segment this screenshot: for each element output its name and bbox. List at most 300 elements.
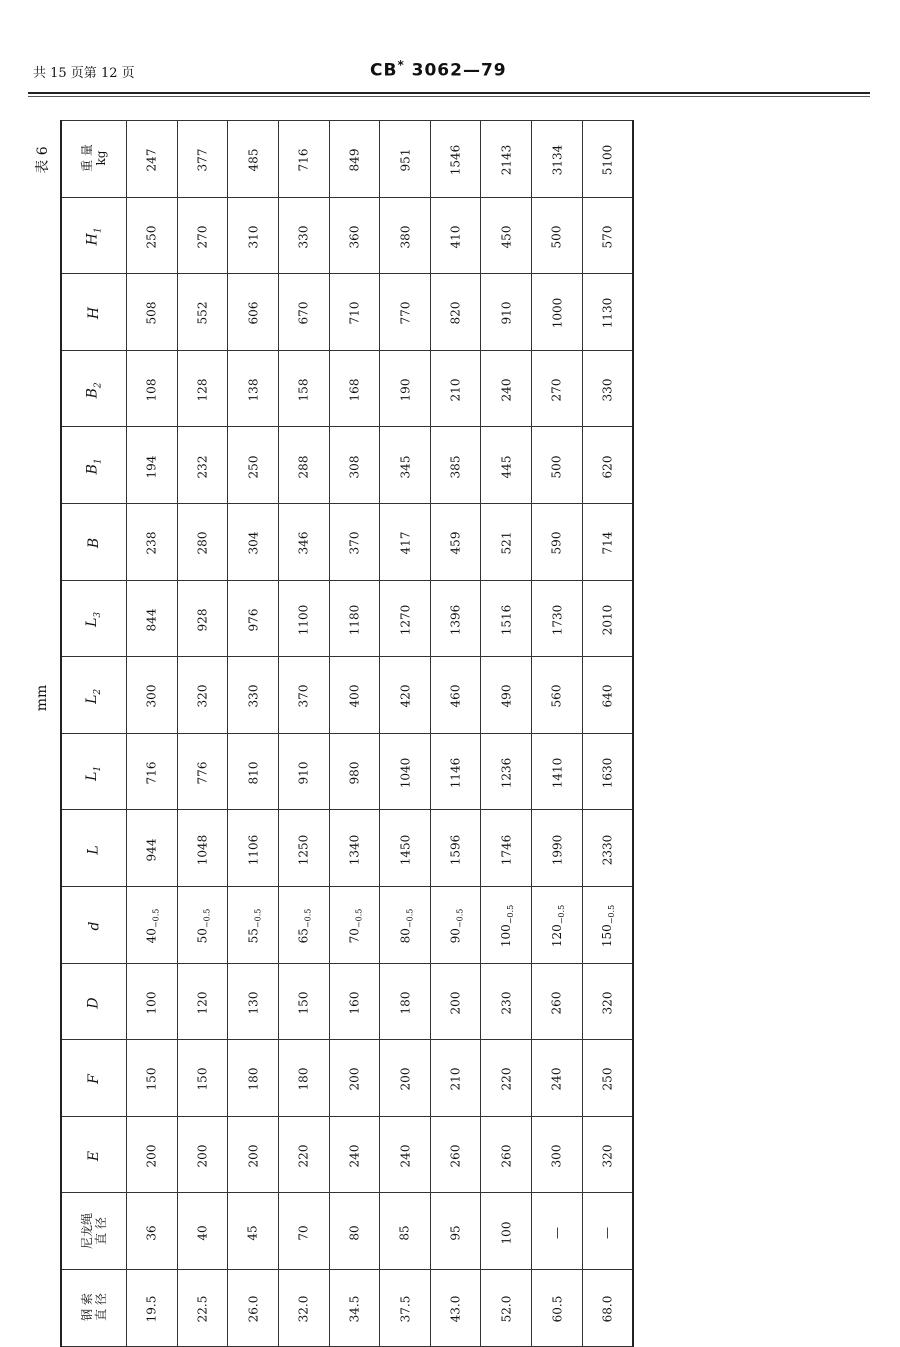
cell-value [550, 758, 564, 789]
cell-value [550, 145, 564, 176]
table-cell [177, 503, 228, 580]
table-cell [582, 503, 633, 580]
column-header-line2: 直 径 [93, 1293, 108, 1322]
cell-text: 34.5 [347, 1295, 362, 1323]
cell-text: 300 [144, 685, 159, 708]
table-cell [380, 350, 431, 427]
table-cell [127, 503, 178, 580]
table-cell [177, 963, 228, 1040]
cell-value [499, 1296, 513, 1323]
cell-text: 330 [246, 685, 261, 708]
table-cell [278, 197, 329, 274]
tolerance: −0.5 [202, 908, 212, 929]
cell-text: 168 [347, 378, 362, 402]
cell-text: 250 [144, 225, 159, 249]
table-cell [430, 121, 481, 198]
table-cell [127, 274, 178, 351]
cell-value [600, 1296, 614, 1323]
cell-text: 980 [347, 761, 362, 785]
cell-value [449, 1225, 463, 1240]
cell-text: 150 [144, 1067, 159, 1091]
cell-text: 2143 [499, 145, 514, 176]
cell-value [499, 905, 516, 948]
cell-value [145, 379, 159, 402]
cell-value [499, 1221, 513, 1244]
table-cell [380, 886, 431, 963]
table-cell [177, 1269, 228, 1346]
cell-text: 288 [296, 455, 311, 479]
table-cell [430, 197, 481, 274]
cell-text: 820 [448, 302, 463, 325]
cell-text: 944 [144, 838, 159, 862]
column-header-symbol: d [86, 921, 102, 931]
table-cell [127, 1040, 178, 1117]
cell-text: 190 [398, 378, 413, 402]
table-cell [228, 733, 279, 810]
cell-text: 560 [549, 685, 564, 708]
cell-text: 128 [195, 378, 210, 402]
tolerance: −0.5 [303, 908, 313, 929]
cell-value [145, 762, 159, 785]
table-cell [380, 1269, 431, 1346]
cell-value [145, 909, 159, 944]
cell-value [145, 608, 159, 631]
table-cell [228, 503, 279, 580]
cell-value [550, 991, 564, 1014]
tolerance: −0.5 [455, 908, 465, 929]
column-header-label [85, 766, 104, 781]
table-row-H1 [61, 197, 633, 274]
table-cell [127, 1269, 178, 1346]
cell-text: 200 [347, 1067, 362, 1091]
table-cell [380, 580, 431, 657]
cell-value [499, 455, 513, 478]
table-cell [481, 657, 532, 734]
cell-value [449, 1145, 463, 1168]
table-cell [532, 274, 583, 351]
table-cell [228, 810, 279, 887]
cell-text: 370 [296, 685, 311, 708]
cell-text: 220 [296, 1144, 311, 1168]
cell-text: 1746 [499, 834, 514, 865]
column-header-subscript: 3 [93, 612, 104, 619]
cell-text: 1340 [347, 834, 362, 865]
cell-value [499, 302, 513, 325]
cell-text: 240 [398, 1144, 413, 1168]
cell-value [195, 149, 209, 172]
table-cell [481, 963, 532, 1040]
cell-text: — [549, 1226, 564, 1239]
table-cell [228, 1116, 279, 1193]
table-cell [329, 197, 380, 274]
table-row-B [61, 503, 633, 580]
column-header-subscript: 2 [93, 382, 104, 388]
cell-value [347, 302, 361, 325]
cell-text: 150 [600, 924, 615, 948]
cell-text: 1236 [499, 757, 514, 789]
cell-text: 485 [246, 148, 261, 172]
table-cell [532, 810, 583, 887]
cell-value [347, 908, 364, 944]
column-header-wire [61, 1269, 127, 1346]
cell-value [195, 685, 209, 708]
cell-text: 1630 [600, 757, 615, 789]
cell-value [550, 685, 564, 708]
column-header-label [80, 144, 108, 172]
cell-text: 370 [347, 531, 362, 555]
table-cell [329, 1116, 380, 1193]
table-cell [228, 1040, 279, 1117]
cell-text: 50 [195, 928, 210, 944]
tolerance: −0.5 [151, 908, 161, 929]
column-header-label [86, 538, 102, 548]
table-cell [481, 197, 532, 274]
cell-value [297, 1225, 311, 1240]
cell-value [600, 1068, 614, 1091]
cell-text: 138 [246, 378, 261, 402]
table-cell [329, 274, 380, 351]
table-body [61, 121, 633, 1347]
cell-value [195, 225, 209, 248]
table-cell [177, 1040, 228, 1117]
cell-value [347, 1068, 361, 1091]
cell-text: 776 [195, 761, 210, 785]
cell-value [398, 908, 415, 944]
table-cell [582, 886, 633, 963]
column-header-label [80, 1213, 108, 1249]
table-row-d [61, 886, 633, 963]
column-header-symbol: B [85, 538, 102, 549]
table-cell [481, 810, 532, 887]
column-header-symbol: H [84, 233, 101, 246]
table-cell [329, 1269, 380, 1346]
cell-value [600, 455, 614, 478]
table-cell [329, 427, 380, 504]
column-header-line1: 尼龙绳 [79, 1212, 94, 1249]
column-header-symbol: B [84, 387, 101, 399]
table-cell [481, 350, 532, 427]
column-header-line2: kg [93, 150, 108, 166]
table-cell [582, 1040, 633, 1117]
table-cell [329, 657, 380, 734]
table-cell [532, 427, 583, 504]
cell-text: 716 [296, 148, 311, 172]
cell-text: 1410 [549, 757, 564, 789]
page-info: 共 15 页第 12 页 [33, 66, 135, 81]
cell-text: 1270 [398, 604, 413, 636]
table-cell [532, 657, 583, 734]
table-cell [582, 1116, 633, 1193]
cell-value [398, 605, 412, 636]
cell-value [347, 1225, 361, 1240]
table-cell [532, 1269, 583, 1346]
cell-text: 55 [246, 928, 261, 944]
table-cell [582, 350, 633, 427]
cell-value [499, 1145, 513, 1168]
cell-text: 490 [499, 685, 514, 708]
table-cell [177, 1116, 228, 1193]
cell-value [347, 991, 361, 1014]
column-header-line1: 重 量 [79, 144, 94, 173]
table-cell [430, 1193, 481, 1270]
cell-value [246, 1296, 260, 1323]
cell-text: 1730 [549, 604, 564, 636]
tolerance: −0.5 [506, 905, 516, 925]
table-cell [278, 810, 329, 887]
cell-value [297, 834, 311, 865]
cell-value [499, 605, 513, 636]
column-header-label [86, 997, 102, 1008]
cell-text: 910 [296, 761, 311, 785]
cell-value [195, 834, 209, 865]
cell-text: 22.5 [195, 1295, 210, 1323]
cell-value [449, 1296, 463, 1323]
column-header-label [86, 922, 102, 931]
cell-value [550, 225, 564, 248]
cell-value [398, 758, 412, 789]
cell-text: 1180 [347, 604, 362, 636]
cell-value [145, 225, 159, 248]
cell-value [600, 834, 614, 865]
table-row-L3 [61, 580, 633, 657]
cell-text: 951 [398, 148, 413, 172]
cell-value [297, 1145, 311, 1168]
cell-value [246, 1145, 260, 1168]
column-header-label [85, 612, 104, 627]
cell-text: 5100 [600, 145, 615, 176]
cell-value [398, 1225, 412, 1240]
cell-text: 52.0 [499, 1295, 514, 1323]
table-cell [177, 1193, 228, 1270]
table-cell [278, 1193, 329, 1270]
tolerance: −0.5 [405, 908, 415, 929]
cell-value [398, 532, 412, 555]
cell-text: 180 [246, 1067, 261, 1091]
cell-text: 330 [296, 225, 311, 249]
column-header-E [61, 1116, 127, 1193]
cell-value [600, 225, 614, 248]
column-header-symbol: D [85, 997, 102, 1009]
cell-value [550, 905, 564, 947]
column-header-L2 [61, 657, 127, 734]
table-cell [127, 121, 178, 198]
cell-value [195, 991, 209, 1014]
table-cell [278, 886, 329, 963]
cell-value [398, 149, 412, 172]
table-cell [127, 657, 178, 734]
table-cell [582, 121, 633, 198]
table-cell [481, 274, 532, 351]
cell-text: 1250 [296, 834, 311, 865]
cell-text: 716 [144, 761, 159, 785]
cell-value [600, 685, 614, 708]
cell-value [449, 834, 463, 865]
tolerance: −0.5 [354, 908, 364, 929]
cell-value [195, 908, 212, 944]
cell-text: 385 [448, 455, 463, 479]
cell-text: 330 [600, 378, 615, 402]
cell-text: 220 [499, 1067, 514, 1091]
table-cell [430, 1269, 481, 1346]
cell-text: 310 [246, 225, 261, 249]
cell-value [297, 1068, 311, 1091]
cell-value [449, 145, 463, 176]
cell-value [550, 1145, 564, 1168]
table-cell [228, 1269, 279, 1346]
table-row-B1 [61, 427, 633, 504]
column-header-symbol: H [86, 307, 102, 320]
cell-value [398, 302, 412, 325]
cell-text: 320 [600, 1144, 615, 1168]
cell-text: 1396 [448, 604, 463, 636]
cell-value [297, 379, 311, 402]
table-cell [582, 1269, 633, 1346]
table-cell [430, 886, 481, 963]
cell-value [195, 1225, 209, 1240]
cell-value [600, 298, 614, 329]
cell-text: 260 [499, 1144, 514, 1168]
cell-text: 32.0 [296, 1295, 311, 1323]
table-cell [582, 197, 633, 274]
cell-value [145, 1296, 159, 1323]
cell-text: 304 [246, 531, 261, 555]
cell-text: 377 [195, 148, 210, 172]
table-cell [329, 1040, 380, 1117]
table-cell [177, 274, 228, 351]
table-cell [380, 121, 431, 198]
column-header-nylon [61, 1193, 127, 1270]
cell-value [145, 685, 159, 708]
column-header-label [85, 459, 104, 475]
table-cell [582, 657, 633, 734]
column-header-F [61, 1040, 127, 1117]
table-cell [278, 274, 329, 351]
table-cell [127, 963, 178, 1040]
cell-text: 810 [246, 761, 261, 785]
cell-text: 417 [398, 531, 413, 555]
cell-text: 160 [347, 991, 362, 1015]
cell-text: 250 [600, 1067, 615, 1091]
cell-text: 95 [448, 1224, 463, 1241]
table-row-B2 [61, 350, 633, 427]
cell-text: 40 [144, 928, 159, 944]
table-cell [380, 733, 431, 810]
cell-value [499, 1068, 513, 1091]
table-cell [177, 733, 228, 810]
cell-value [449, 379, 463, 402]
cell-value [347, 149, 361, 172]
table-cell [481, 503, 532, 580]
cell-text: 180 [398, 991, 413, 1015]
cell-value [347, 605, 361, 636]
table-cell [228, 197, 279, 274]
cell-text: 500 [549, 455, 564, 479]
standard-mark: * [397, 58, 405, 72]
column-header-symbol: L [84, 618, 101, 628]
column-header-H1 [61, 197, 127, 274]
cell-value [398, 379, 412, 402]
column-header-subscript: 1 [93, 765, 104, 772]
table-cell [329, 503, 380, 580]
cell-text: 180 [296, 1067, 311, 1091]
table-cell [430, 1040, 481, 1117]
table-cell [127, 810, 178, 887]
table-cell [228, 350, 279, 427]
table-cell [481, 1269, 532, 1346]
cell-text: 1100 [296, 604, 311, 636]
cell-text: 200 [246, 1144, 261, 1168]
table-cell [481, 580, 532, 657]
table-cell [177, 580, 228, 657]
cell-text: 606 [246, 302, 261, 325]
cell-value [246, 455, 260, 478]
cell-value [145, 991, 159, 1014]
cell-text: 26.0 [246, 1295, 261, 1323]
cell-value [195, 532, 209, 555]
cell-value [499, 758, 513, 789]
column-header-L1 [61, 733, 127, 810]
table-cell [329, 810, 380, 887]
column-header-line2: 直 径 [93, 1216, 108, 1245]
cell-value [195, 379, 209, 402]
column-header-d [61, 886, 127, 963]
cell-text: 200 [144, 1144, 159, 1168]
table-row-F [61, 1040, 633, 1117]
cell-value [499, 225, 513, 248]
cell-value [347, 1296, 361, 1323]
cell-text: 1040 [398, 757, 413, 789]
cell-value [449, 991, 463, 1014]
table-cell [228, 274, 279, 351]
cell-text: 620 [600, 455, 615, 479]
cell-text: — [600, 1226, 615, 1239]
table-cell [430, 810, 481, 887]
column-header-symbol: B [84, 464, 101, 475]
cell-value [398, 1145, 412, 1168]
table-cell [380, 1193, 431, 1270]
cell-text: 200 [195, 1144, 210, 1168]
table-cell [177, 350, 228, 427]
table-cell [177, 427, 228, 504]
cell-value [550, 1296, 564, 1323]
table-cell [532, 350, 583, 427]
cell-value [347, 532, 361, 555]
cell-value [145, 532, 159, 555]
cell-text: 670 [296, 302, 311, 325]
column-header-symbol: L [84, 694, 101, 704]
tolerance: −0.5 [607, 905, 617, 925]
cell-value [550, 298, 564, 329]
cell-text: 120 [195, 991, 210, 1015]
column-header-subscript: 1 [93, 227, 104, 234]
table-cell [481, 1116, 532, 1193]
cell-value [600, 758, 614, 789]
cell-value [398, 1296, 412, 1323]
cell-text: 60.5 [549, 1295, 564, 1323]
cell-text: 194 [144, 455, 159, 479]
cell-value [145, 455, 159, 478]
table-row-H [61, 274, 633, 351]
cell-text: 1130 [600, 298, 615, 329]
table-cell [380, 963, 431, 1040]
header-rule [28, 92, 870, 94]
cell-text: 552 [195, 302, 210, 325]
table-cell [481, 121, 532, 198]
table-cell [329, 886, 380, 963]
table-cell [127, 886, 178, 963]
table-cell [481, 1193, 532, 1270]
cell-value [195, 302, 209, 325]
